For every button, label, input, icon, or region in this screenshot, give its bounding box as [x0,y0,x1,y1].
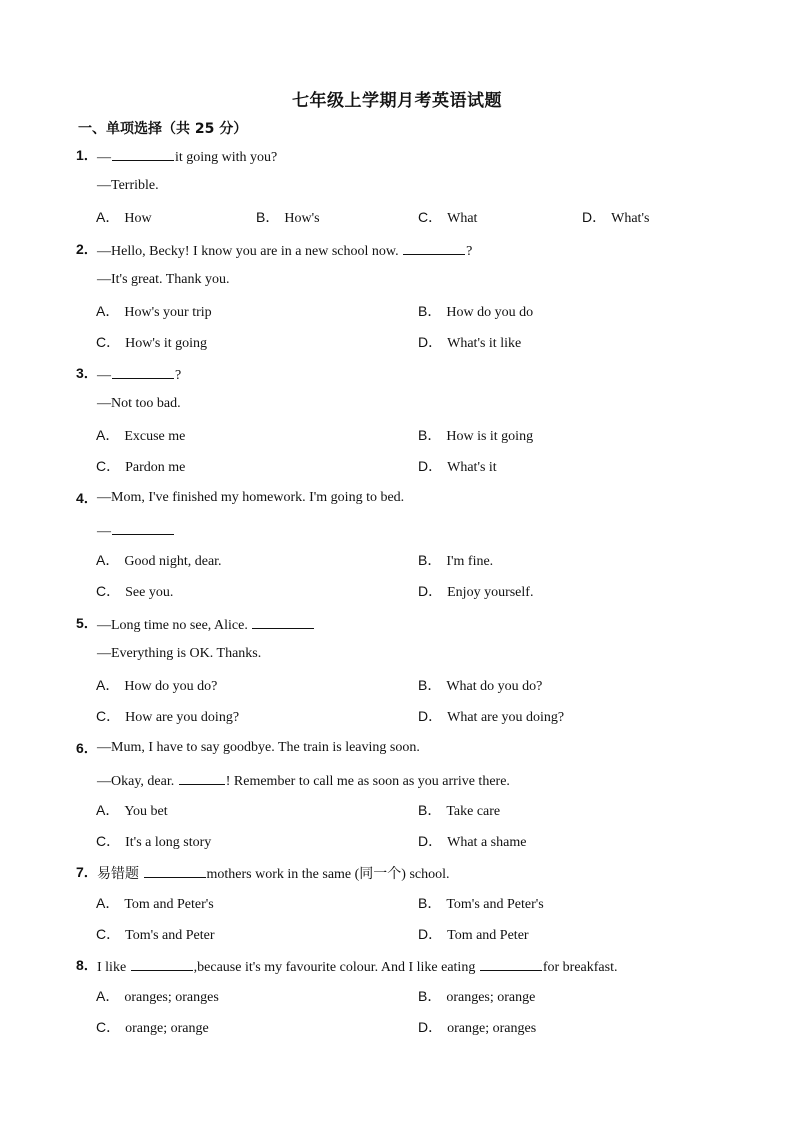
option-letter: C． [96,583,121,599]
section-heading: 一、单项选择（共 25 分） [78,121,248,137]
option-letter: B． [418,303,442,319]
question-text-line [97,863,450,884]
option-letter: D． [418,458,443,474]
question-text: —Mum, I have to say goodbye. The train is leaving soon. [97,740,420,755]
question-text-line [97,146,277,167]
question-text-line [97,520,175,541]
answer-option-a[interactable] [96,987,219,1007]
option-letter: D． [418,926,443,942]
option-letter: C． [96,1019,121,1035]
question-text: —Mom, I've finished my homework. I'm going to bed. [97,490,405,505]
answer-option-a[interactable] [96,302,212,322]
option-letter: A． [96,552,120,568]
option-text: How's your trip [124,305,212,320]
option-letter: D． [418,334,443,350]
option-text: See you. [125,585,174,600]
option-text: How [124,211,152,226]
option-letter: D． [582,209,607,225]
option-letter: C． [96,833,121,849]
option-text: How is it going [446,429,534,444]
answer-option-c[interactable] [96,457,185,477]
answer-option-b[interactable] [256,208,320,228]
option-text: It's a long story [125,835,212,850]
question-text: ! Remember to call me as soon as you arrive there. [225,774,510,789]
answer-option-a[interactable] [96,426,185,446]
option-text: Excuse me [124,429,186,444]
option-text: oranges; orange [446,990,536,1005]
answer-blank[interactable] [112,520,174,535]
answer-option-a[interactable] [96,894,214,914]
question-number: 5． [76,615,98,631]
answer-option-a[interactable] [96,676,217,696]
question-number: 1． [76,147,98,163]
question-text: mothers work in the same (同一个) school. [206,867,450,882]
question-text-line [97,956,617,977]
option-letter: A． [96,895,120,911]
option-letter: A． [96,303,120,319]
option-letter: B． [256,209,280,225]
question-number: 3． [76,365,98,381]
option-text: What do you do? [446,679,543,694]
option-text: How are you doing? [125,710,240,725]
answer-option-b[interactable] [418,676,542,696]
option-letter: C． [418,209,443,225]
option-letter: D． [418,583,443,599]
question-number: 4． [76,490,98,506]
question-text-line [97,489,404,507]
option-text: What's [611,211,650,226]
option-text: What's it [447,460,497,475]
option-letter: B． [418,988,442,1004]
option-text: How do you do [446,305,534,320]
answer-option-c[interactable] [96,925,215,945]
answer-option-d[interactable] [418,707,564,727]
question-text: ? [175,368,182,383]
question-number: 7． [76,864,98,880]
question-text: —Terrible. [97,178,159,193]
option-text: Pardon me [125,460,186,475]
option-letter: C． [96,458,121,474]
option-letter: A． [96,802,120,818]
answer-option-d[interactable] [582,208,649,228]
question-text: —Hello, Becky! I know you are in a new school now. [97,244,403,259]
option-text: Good night, dear. [124,554,222,569]
option-letter: B． [418,427,442,443]
answer-option-b[interactable] [418,987,535,1007]
option-letter: A． [96,209,120,225]
option-letter: B． [418,677,442,693]
option-text: orange; oranges [447,1021,537,1036]
answer-option-d[interactable] [418,457,497,477]
answer-blank[interactable] [144,863,206,878]
answer-option-d[interactable] [418,582,533,602]
option-text: Tom and Peter [447,928,529,943]
option-letter: C． [96,334,121,350]
option-letter: B． [418,895,442,911]
question-text-line [97,614,315,635]
answer-option-c[interactable] [418,208,477,228]
answer-blank[interactable] [112,364,174,379]
question-text: —Not too bad. [97,396,181,411]
question-text-line [97,645,261,663]
question-text: —Long time no see, Alice. [97,618,252,633]
option-text: How do you do? [124,679,218,694]
answer-blank[interactable] [112,146,174,161]
question-text: ,because it's my favourite colour. And I like eating [193,960,479,975]
answer-blank[interactable] [252,614,314,629]
question-number: 8． [76,957,98,973]
option-text: I'm fine. [446,554,494,569]
option-letter: B． [418,552,442,568]
question-text: — [97,368,111,383]
question-text-line [97,739,420,757]
question-text: —Okay, dear. [97,774,178,789]
question-text: —It's great. Thank you. [97,272,230,287]
answer-option-b[interactable] [418,302,533,322]
option-text: What are you doing? [447,710,565,725]
answer-option-a[interactable] [96,801,168,821]
option-text: What's it like [447,336,522,351]
answer-option-b[interactable] [418,894,544,914]
question-text: I like [97,960,130,975]
question-text-line [97,240,472,261]
answer-option-b[interactable] [418,551,493,571]
option-text: oranges; oranges [124,990,219,1005]
option-letter: C． [96,926,121,942]
question-number: 2． [76,241,98,257]
question-text: — [97,150,111,165]
answer-blank[interactable] [131,956,193,971]
question-text: 易错题 [97,867,143,882]
option-letter: B． [418,802,442,818]
option-text: How's [284,211,320,226]
option-text: What [447,211,478,226]
answer-option-d[interactable] [418,832,526,852]
question-text: for breakfast. [542,960,618,975]
option-text: How's it going [125,336,207,351]
option-text: Enjoy yourself. [447,585,534,600]
answer-blank[interactable] [403,240,465,255]
page-title: 七年级上学期月考英语试题 [292,91,502,111]
option-letter: A． [96,677,120,693]
question-text: it going with you? [175,150,278,165]
option-text: Tom's and Peter's [446,897,544,912]
answer-option-c[interactable] [96,707,239,727]
option-letter: A． [96,427,120,443]
option-text: What a shame [447,835,527,850]
answer-option-a[interactable] [96,551,222,571]
answer-option-c[interactable] [96,333,207,353]
option-letter: C． [96,708,121,724]
answer-option-b[interactable] [418,426,533,446]
answer-blank[interactable] [179,770,225,785]
answer-option-d[interactable] [418,1018,536,1038]
answer-option-a[interactable] [96,208,152,228]
option-text: Tom and Peter's [124,897,214,912]
option-text: You bet [124,804,168,819]
answer-option-c[interactable] [96,582,173,602]
answer-option-b[interactable] [418,801,500,821]
answer-blank[interactable] [480,956,542,971]
question-text: — [97,524,111,539]
question-text: —Everything is OK. Thanks. [97,646,262,661]
question-text-line [97,364,181,385]
option-text: Tom's and Peter [125,928,215,943]
question-text-line [97,177,159,195]
question-text-line [97,770,510,791]
answer-option-d[interactable] [418,333,521,353]
option-letter: A． [96,988,120,1004]
answer-option-d[interactable] [418,925,529,945]
answer-option-c[interactable] [96,1018,209,1038]
question-text-line [97,395,181,413]
option-letter: D． [418,833,443,849]
answer-option-c[interactable] [96,832,211,852]
option-letter: D． [418,1019,443,1035]
option-text: orange; orange [125,1021,209,1036]
question-text-line [97,271,230,289]
option-text: Take care [446,804,501,819]
option-letter: D． [418,708,443,724]
question-number: 6． [76,740,98,756]
question-text: ? [466,244,473,259]
